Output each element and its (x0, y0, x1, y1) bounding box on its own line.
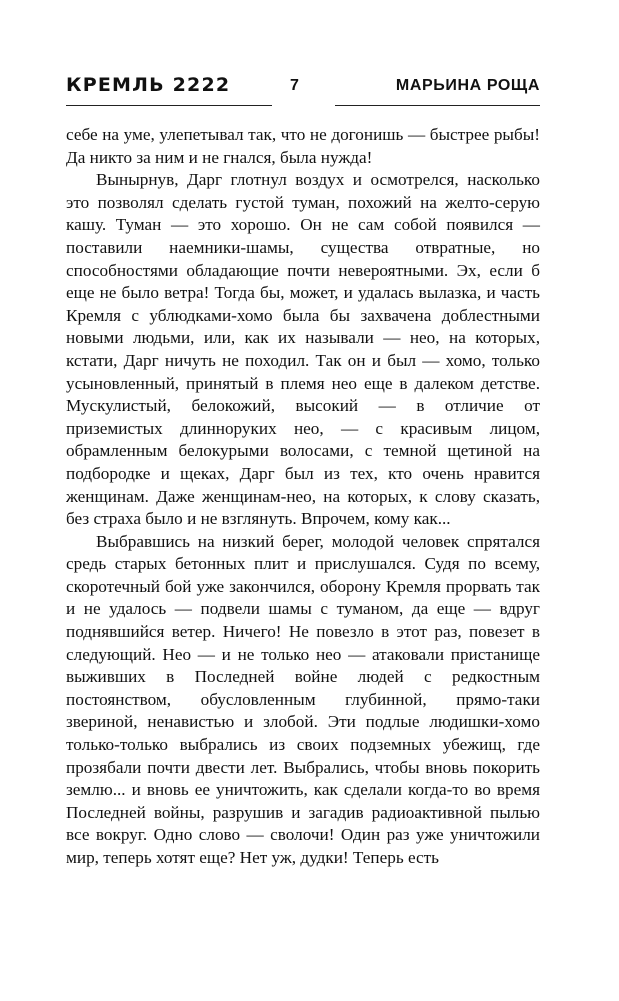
header-rule-left (66, 105, 272, 106)
header-rule-right (335, 105, 540, 106)
paragraph-1: себе на уме, улепетывал так, что не догонишь — быстрее рыбы! Да никто за ним и не гнался, была нужда! (66, 125, 540, 167)
paragraph-3: Выбравшись на низкий берег, молодой человек спрятался средь старых бетонных плит и прислушался. Судя по всему, скоротечный бой уже закончился, оборону Кремля прорвать так и не удалось — подвели шамы с туманом, да еще — вдруг поднявшийся ветер. Ничего! Не повезло в этот раз, повезет в следующий. Нео — и не только нео — атаковали пристанище выживших в Последней войне людей с редкостным постоянством, обусловленным глубинной, прямо-таки звериной, ненавистью и злобой. Эти подлые людишки-хомо только-только выбрались из своих подземных убежищ, где прозябали почти двести лет. Выбрались, чтобы вновь покорить землю... и вновь ее уничтожить, как сделали когда-то во время Последней войны, разрушив и загадив радиоактивной пылью все вокруг. Одно слово — сволочи! Один раз уже уничтожили мир, теперь хотят еще? Нет уж, дудки! Теперь есть (66, 531, 540, 867)
paragraph-2: Вынырнув, Дарг глотнул воздух и осмотрелся, насколько это позволял сделать густой туман, похожий на желто-серую кашу. Туман — это хорошо. Он не сам собой появился — поставили наемники-шамы, существа отвратные, но способностями обладающие почти невероятными. Эх, если б еще не было ветра! Тогда бы, может, и удалась вылазка, и часть Кремля с ублюдками-хомо была бы захвачена доблестными новыми людьми, или, как их называли — нео, на которых, кстати, Дарг ничуть не походил. Так он и был — хомо, только усыновленный, принятый в племя нео еще в далеком детстве. Мускулистый, белокожий, высокий — в отличие от приземистых длинноруких нео, — с красивым лицом, обрамленным белокурыми волосами, с темной щетиной на подбородке и щеках, Дарг был из тех, кто очень нравится женщинам. Даже женщинам-нео, на которых, к слову сказать, без страха было и не взглянуть. Впрочем, кому как... (66, 170, 540, 529)
page-body (66, 124, 540, 870)
page-header (66, 74, 540, 110)
chapter-subtitle: МАРЬИНА РОЩА (395, 77, 540, 94)
book-title: КРЕМЛЬ 2222 (66, 74, 231, 96)
page-number: 7 (290, 77, 299, 94)
